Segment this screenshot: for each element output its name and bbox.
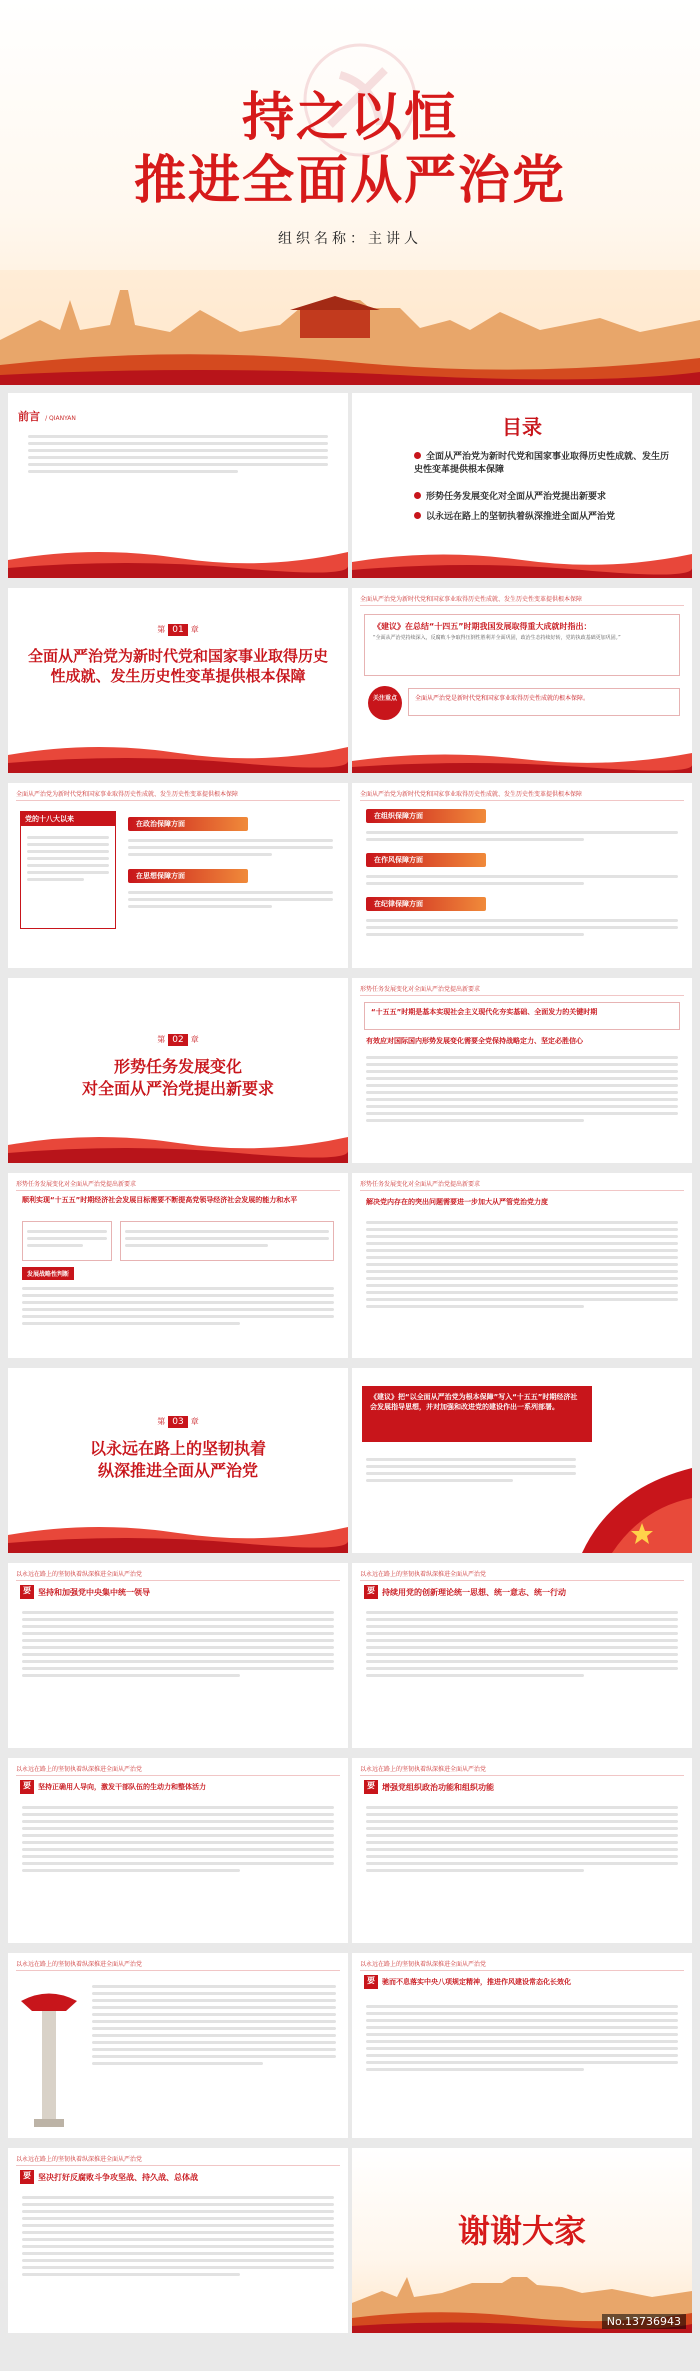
section-1-title: 全面从严治党为新时代党和国家事业取得历史性成就、发生历史性变革提供根本保障 (27, 647, 328, 685)
slide-header: 形势任务发展变化对全面从严治党提出新要求 (360, 984, 684, 996)
toc-slide (352, 393, 692, 578)
slide-s3a (352, 1368, 692, 1553)
slide-s2a (352, 978, 692, 1163)
section-1-slide (8, 588, 348, 773)
cover-title-line2: 推进全面从严治党 (133, 150, 566, 211)
headline-1: “十五五”时期是基本实现社会主义现代化夯实基础、全面发力的关键时期 (371, 1008, 598, 1016)
bullet-icon (414, 492, 421, 499)
watermark-id: No.13736943 (602, 2314, 686, 2329)
point-tag: 要 (20, 1585, 34, 1599)
section-3-title-line1: 以永远在路上的坚韧执着 (89, 1439, 266, 1458)
slide-header: 全面从严治党为新时代党和国家事业取得历史性成就、发生历史性变革提供根本保障 (360, 789, 684, 801)
preface-heading-en: / QIANYAN (45, 415, 76, 422)
point-title: 坚决打好反腐败斗争攻坚战、持久战、总体战 (38, 2173, 198, 2182)
sidebar-title: 党的十八大以来 (21, 812, 115, 826)
red-flag-icon (572, 1428, 692, 1553)
section-2-slide (8, 978, 348, 1163)
quote-body: “全面从严治党持续深入，反腐败斗争取得压倒性胜利并全面巩固，政治生态持续好转，党的执政基础更加巩固。” (373, 635, 621, 641)
section-2-badge-row: 第 02 章 (157, 1035, 199, 1045)
red-wave-decoration (8, 1125, 348, 1163)
pillar-icon (16, 1981, 82, 2131)
slide-s2c (352, 1173, 692, 1358)
red-wave-decoration (8, 540, 348, 578)
point-title: 驰而不息落实中央八项规定精神，推进作风建设常态化长效化 (382, 1978, 571, 1986)
slide-s1b (8, 783, 348, 968)
note-text: 全面从严治党是新时代党和国家事业取得历史性成就的根本保障。 (415, 695, 590, 702)
slide-s1a (352, 588, 692, 773)
slide-p6 (352, 1953, 692, 2138)
cover-slide (0, 0, 700, 385)
section-1-badge: 01 (168, 624, 187, 636)
closing-title: 谢谢大家 (457, 2212, 586, 2250)
slide-header: 形势任务发展变化对全面从严治党提出新要求 (16, 1179, 340, 1191)
headline-1: 顺利实现“十五五”时期经济社会发展目标需要不断提高党领导经济社会发展的能力和水平 (22, 1196, 298, 1204)
point-title: 坚持正确用人导向，激发干部队伍的生动力和整体活力 (38, 1783, 206, 1791)
section-2-title-line1: 形势任务发展变化 (113, 1057, 242, 1076)
point-2-pill: 在作风保障方面 (366, 853, 486, 867)
preface-body-lines (28, 431, 328, 477)
red-wave-decoration (8, 735, 348, 773)
slide-header: 以永远在路上的坚韧执着纵深推进全面从严治党 (360, 1569, 684, 1581)
toc-item-1[interactable]: 全面从严治党为新时代党和国家事业取得历史性成就、发生历史性变革提供根本保障 (414, 452, 670, 475)
slide-p2 (352, 1563, 692, 1748)
slide-header: 以永远在路上的坚韧执着纵深推进全面从严治党 (360, 1764, 684, 1776)
point-3-pill: 在纪律保障方面 (366, 897, 486, 911)
preface-heading-group (18, 405, 76, 424)
closing-slide (352, 2148, 692, 2333)
bullet-icon (414, 452, 421, 459)
cover-org-line: 组织名称：主讲人 (278, 231, 422, 247)
point-tag: 要 (20, 2170, 34, 2184)
slide-header: 以永远在路上的坚韧执着纵深推进全面从严治党 (16, 1764, 340, 1776)
slide-p7 (8, 2148, 348, 2333)
point-title: 坚持和加强党中央集中统一领导 (38, 1588, 150, 1597)
slide-header: 全面从严治党为新时代党和国家事业取得历史性成就、发生历史性变革提供根本保障 (16, 789, 340, 801)
point-tag: 要 (364, 1780, 378, 1794)
section-1-badge-row: 第 01 章 (157, 625, 199, 635)
section-2-badge: 02 (168, 1034, 187, 1046)
point-1-pill: 在组织保障方面 (366, 809, 486, 823)
sidebar-box (20, 811, 116, 929)
red-wave-decoration (352, 735, 692, 773)
point-title: 持续用党的创新理论统一思想、统一意志、统一行动 (382, 1588, 566, 1597)
section-3-title-line2: 纵深推进全面从严治党 (97, 1461, 258, 1480)
headline-box-1 (364, 1002, 680, 1030)
quote-title: 《建议》在总结“十四五”时期我国发展取得重大成就时指出： (373, 622, 592, 631)
quote-banner: 《建议》把“以全面从严治党为根本保障”写入“十五五”时期经济社会发展指导思想，并对加强和改进党的建设作出一系列部署。 (362, 1386, 592, 1442)
red-wave-decoration (352, 540, 692, 578)
headline-2: 有效应对国际国内形势发展变化需要全党保持战略定力、坚定必胜信心 (366, 1037, 583, 1045)
toc-title: 目录 (502, 415, 542, 439)
bullet-icon (414, 512, 421, 519)
right-card (120, 1221, 334, 1261)
slide-p3 (8, 1758, 348, 1943)
focus-circle: 关注重点 (368, 686, 402, 720)
preface-slide (8, 393, 348, 578)
section-3-slide (8, 1368, 348, 1553)
point-1-pill: 在政治保障方面 (128, 817, 248, 831)
slide-p1 (8, 1563, 348, 1748)
section-2-title-line2: 对全面从严治党提出新要求 (81, 1079, 274, 1098)
city-skyline-illustration (0, 270, 700, 385)
slide-p5 (8, 1953, 348, 2138)
point-tag: 要 (364, 1975, 378, 1989)
judgement-tag: 发展战略性判断 (22, 1267, 74, 1280)
point-tag: 要 (364, 1585, 378, 1599)
section-3-badge-row: 第 03 章 (157, 1417, 199, 1427)
note-box (408, 688, 680, 716)
point-2-pill: 在思想保障方面 (128, 869, 248, 883)
toc-item-2[interactable]: 形势任务发展变化对全面从严治党提出新要求 (414, 489, 674, 502)
slide-p4 (352, 1758, 692, 1943)
red-wave-decoration (8, 1515, 348, 1553)
preface-heading: 前言 (18, 410, 40, 423)
slide-header: 以永远在路上的坚韧执着纵深推进全面从严治党 (16, 1959, 340, 1971)
slide-s2b (8, 1173, 348, 1358)
slide-header: 以永远在路上的坚韧执着纵深推进全面从严治党 (16, 2154, 340, 2166)
slide-header: 形势任务发展变化对全面从严治党提出新要求 (360, 1179, 684, 1191)
slide-header: 全面从严治党为新时代党和国家事业取得历史性成就、发生历史性变革提供根本保障 (360, 594, 684, 606)
cover-title-line1: 持之以恒 (241, 87, 458, 148)
section-3-badge: 03 (168, 1416, 187, 1428)
slide-s1c (352, 783, 692, 968)
left-card (22, 1221, 112, 1261)
headline-1: 解决党内存在的突出问题需要进一步加大从严管党治党力度 (366, 1198, 548, 1206)
slide-header: 以永远在路上的坚韧执着纵深推进全面从严治党 (360, 1959, 684, 1971)
toc-item-3[interactable]: 以永远在路上的坚韧执着纵深推进全面从严治党 (414, 509, 674, 522)
point-title: 增强党组织政治功能和组织功能 (382, 1783, 494, 1792)
quote-box (364, 614, 680, 676)
point-tag: 要 (20, 1780, 34, 1794)
slide-header: 以永远在路上的坚韧执着纵深推进全面从严治党 (16, 1569, 340, 1581)
